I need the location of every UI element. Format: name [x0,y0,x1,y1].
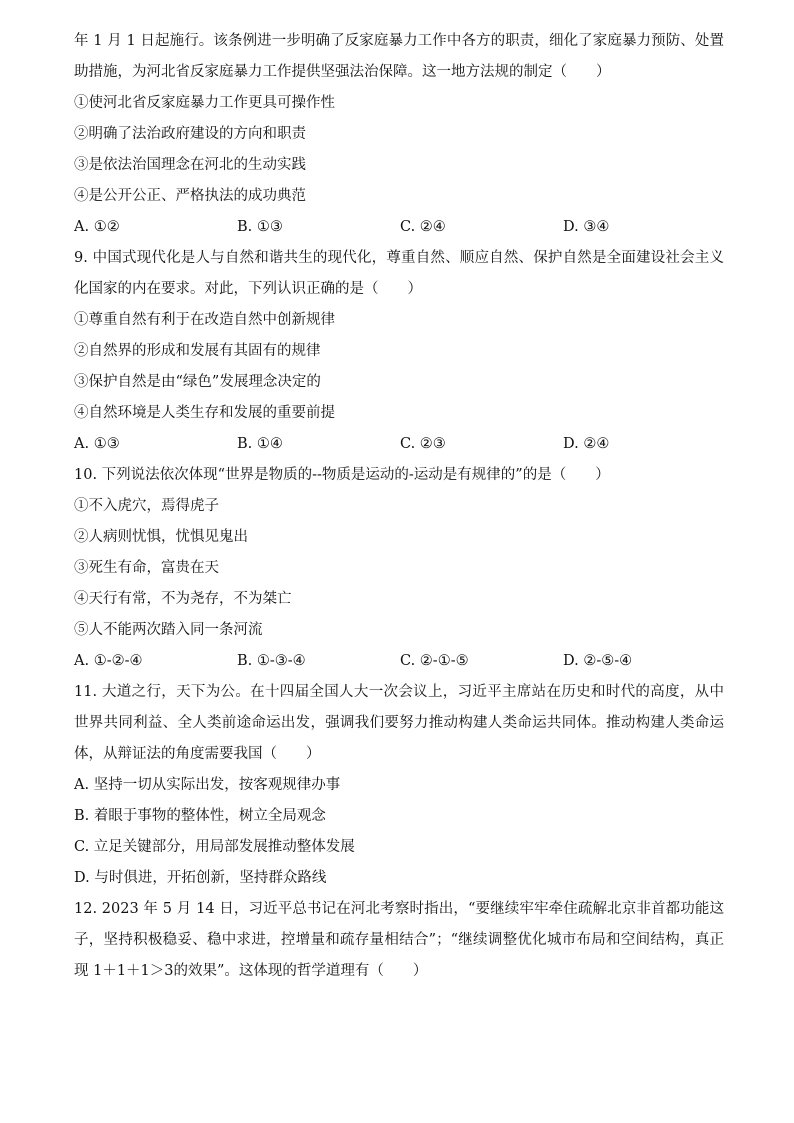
choice-d: D. 与时俱进，开拓创新，坚持群众路线 [74,870,327,886]
statement-item: ⑤人不能两次踏入同一条河流 [74,622,263,638]
option-d: D. ②-⑤-④ [563,653,633,669]
option-b: B. ①④ [237,436,283,452]
choice-b: B. 着眼于事物的整体性，树立全局观念 [74,808,326,824]
choice-c: C. 立足关键部分，用局部发展推动整体发展 [74,839,355,855]
question-stem-line: 助措施，为河北省反家庭暴力工作提供坚强法治保障。这一地方法规的制定（ ） [74,64,611,80]
question-stem-line: 世界共同利益、全人类前途命运出发，强调我们要努力推动构建人类命运共同体。推动构建人类命运 [74,715,724,731]
choice-a: A. 坚持一切从实际出发，按客观规律办事 [74,777,341,793]
question-stem-line: 年 1 月 1 日起施行。该条例进一步明确了反家庭暴力工作中各方的职责，细化了家庭暴力预防、处置 [74,33,724,49]
question-stem-line: 子，坚持积极稳妥、稳中求进，控增量和疏存量相结合”；“继续调整优化城市布局和空间结构，真正 [74,932,724,948]
option-b: B. ①-③-④ [237,653,306,669]
answer-options [74,646,724,677]
option-d: D. ②④ [563,436,610,452]
statement-item: ②明确了法治政府建设的方向和职责 [74,126,306,142]
statement-item: ①使河北省反家庭暴力工作更具可操作性 [74,95,335,111]
exam-page [74,26,724,987]
statement-item: ③是依法治国理念在河北的生动实践 [74,157,306,173]
statement-item: ④是公开公正、严格执法的成功典范 [74,188,306,204]
statement-item: ④天行有常，不为尧存，不为桀亡 [74,591,292,607]
statement-item: ③死生有命，富贵在天 [74,560,219,576]
question-11 [74,677,724,894]
answer-options [74,212,724,243]
question-12 [74,894,724,987]
question-stem-line: 12. 2023 年 5 月 14 日，习近平总书记在河北考察时指出，“要继续牢牢牵住疏解北京非首都功能这 [74,901,724,917]
answer-options [74,429,724,460]
option-b: B. ①③ [237,219,283,235]
option-a: A. ①-②-④ [74,653,143,669]
question-stem-line: 化国家的内在要求。对此，下列认识正确的是（ ） [74,281,422,297]
statement-item: ④自然环境是人类生存和发展的重要前提 [74,405,335,421]
question-stem-line: 10. 下列说法依次体现“世界是物质的--物质是运动的-运动是有规律的”的是（ ） [74,467,610,483]
question-8 [74,26,724,243]
statement-item: ①尊重自然有利于在改造自然中创新规律 [74,312,335,328]
question-9 [74,243,724,460]
option-a: A. ①③ [74,436,120,452]
question-stem-line: 体，从辩证法的角度需要我国（ ） [74,746,321,762]
option-c: C. ②④ [400,219,446,235]
question-stem-line: 11. 大道之行，天下为公。在十四届全国人大一次会议上，习近平主席站在历史和时代的高度，从中 [74,684,724,700]
question-stem-line: 9. 中国式现代化是人与自然和谐共生的现代化，尊重自然、顺应自然、保护自然是全面建设社会主义 [74,250,724,266]
option-a: A. ①② [74,219,120,235]
question-10 [74,460,724,677]
question-stem-line: 现 1＋1＋1＞3的效果”。这体现的哲学道理有（ ） [74,963,428,979]
statement-item: ②自然界的形成和发展有其固有的规律 [74,343,321,359]
option-d: D. ③④ [563,219,610,235]
statement-item: ②人病则忧惧，忧惧见鬼出 [74,529,248,545]
statement-item: ③保护自然是由“绿色”发展理念决定的 [74,374,321,390]
statement-item: ①不入虎穴，焉得虎子 [74,498,219,514]
option-c: C. ②③ [400,436,446,452]
option-c: C. ②-①-⑤ [400,653,469,669]
